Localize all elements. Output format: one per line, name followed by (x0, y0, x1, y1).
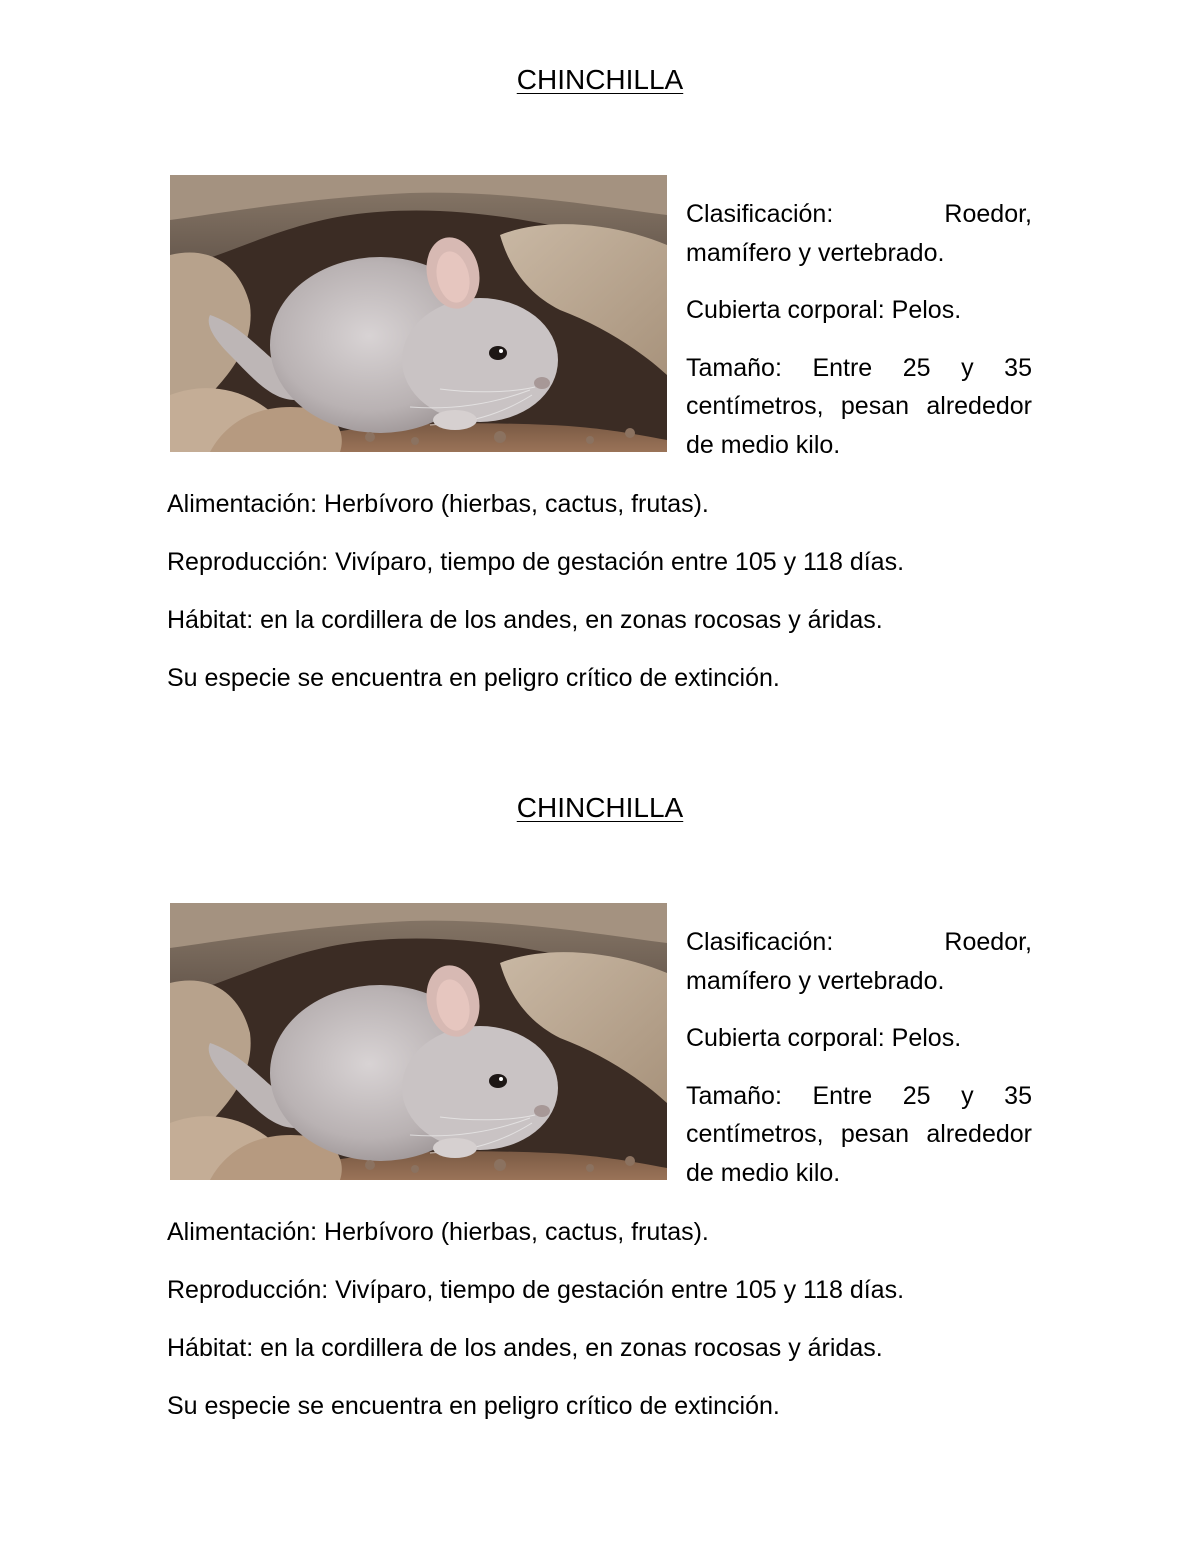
classification-text: Clasificación: Roedor, mamífero y vertebrado. (686, 928, 1032, 995)
chinchilla-card (0, 0, 1200, 700)
chinchilla-photo (170, 175, 667, 452)
diet-text: Alimentación: Herbívoro (hierbas, cactus, frutas). (167, 1218, 709, 1246)
classification-text: Clasificación: Roedor, mamífero y vertebrado. (686, 200, 1032, 267)
facts-list (167, 485, 1067, 717)
page-title: CHINCHILLA (516, 792, 684, 823)
habitat-text: Hábitat: en la cordillera de los andes, en zonas rocosas y áridas. (167, 606, 883, 634)
habitat-text: Hábitat: en la cordillera de los andes, en zonas rocosas y áridas. (167, 1334, 883, 1362)
extinction-text: Su especie se encuentra en peligro crítico de extinción. (167, 1392, 780, 1420)
page-title: CHINCHILLA (516, 64, 684, 95)
reproduction-text: Reproducción: Vivíparo, tiempo de gestación entre 105 y 118 días. (167, 1276, 905, 1304)
side-facts (686, 923, 1032, 1211)
reproduction-text: Reproducción: Vivíparo, tiempo de gestación entre 105 y 118 días. (167, 548, 905, 576)
diet-text: Alimentación: Herbívoro (hierbas, cactus, frutas). (167, 490, 709, 518)
body-covering-text: Cubierta corporal: Pelos. (686, 296, 962, 324)
chinchilla-photo (170, 903, 667, 1180)
facts-list (167, 1213, 1067, 1445)
size-text: Tamaño: Entre 25 y 35 centímetros, pesan alrededor de medio kilo. (686, 353, 1032, 459)
chinchilla-card (0, 728, 1200, 1428)
body-covering-text: Cubierta corporal: Pelos. (686, 1024, 962, 1052)
size-text: Tamaño: Entre 25 y 35 centímetros, pesan alrededor de medio kilo. (686, 1081, 1032, 1187)
side-facts (686, 195, 1032, 483)
extinction-text: Su especie se encuentra en peligro crítico de extinción. (167, 664, 780, 692)
